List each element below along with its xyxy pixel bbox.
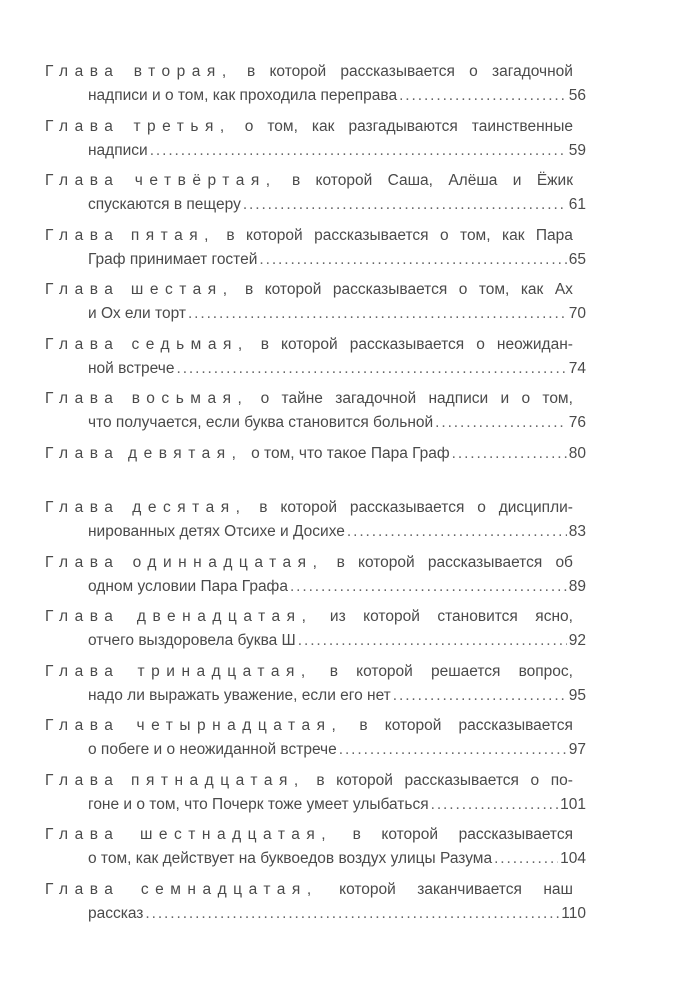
dot-leader — [290, 575, 567, 599]
toc-entry — [45, 769, 586, 824]
chapter-title-word: в — [246, 63, 256, 80]
dot-leader — [298, 629, 567, 653]
toc-entry-line — [45, 442, 586, 466]
chapter-ordinal: двенадцатая, — [136, 608, 313, 625]
dot-leader — [243, 193, 567, 217]
chapter-title-word: как — [520, 281, 544, 298]
toc-entry — [45, 115, 586, 170]
chapter-title-line-2: гоне и о том, что Почерк тоже умеет улыбаться — [88, 795, 429, 813]
chapter-ordinal: семнадцатая, — [140, 880, 318, 898]
chapter-title-word: как — [311, 117, 335, 135]
toc-entry-line-2 — [88, 193, 586, 217]
chapter-title-word: Алёша — [448, 172, 498, 189]
toc-entry-line-2 — [88, 84, 586, 108]
chapter-title-word: которой — [280, 499, 338, 516]
toc-entry-line-2 — [88, 793, 586, 817]
chapter-title-word: о — [469, 63, 478, 80]
page-number: 65 — [568, 250, 586, 268]
toc-entry-line-1 — [45, 333, 573, 357]
chapter-ordinal: четырнадцатая, — [136, 717, 343, 734]
toc-entry-line-2 — [88, 575, 586, 599]
chapter-ordinal: шестая, — [130, 281, 234, 298]
toc-entry-line-1 — [45, 169, 573, 193]
chapter-label: Глава — [45, 826, 120, 843]
toc-entry-line-2 — [88, 411, 586, 435]
chapter-ordinal: вторая, — [133, 63, 233, 80]
chapter-label: Глава — [45, 226, 120, 244]
toc-entry — [45, 714, 586, 769]
chapter-label: Глава — [45, 335, 120, 353]
toc-entry-line-1 — [45, 551, 573, 575]
chapter-title-word: в — [259, 499, 268, 516]
chapter-title-line-2: отчего выздоровела буква Ш — [88, 632, 296, 649]
chapter-title-line-2: надписи и о том, как проходила переправа — [88, 87, 398, 104]
chapter-title-word: том, — [478, 281, 510, 298]
chapter-title-word: о — [439, 226, 449, 244]
toc-entry-line-1 — [45, 878, 573, 902]
chapter-label: Глава — [45, 662, 120, 680]
chapter-title-word: заканчивается — [417, 880, 522, 898]
toc-entry-line-1 — [45, 496, 573, 520]
chapter-ordinal: четвёртая, — [134, 172, 277, 189]
chapter-title-word: которой — [264, 281, 322, 298]
toc-entry-line-1 — [45, 823, 573, 847]
chapter-title-word: разгадываются — [348, 117, 458, 135]
toc-entry-line-2 — [88, 902, 586, 926]
chapter-title-word: о — [260, 390, 270, 407]
page-number: 70 — [568, 305, 586, 322]
chapter-ordinal: седьмая, — [131, 335, 249, 353]
page-number: 59 — [568, 141, 586, 159]
toc-entry — [45, 551, 586, 606]
chapter-title-word: которой — [336, 771, 393, 789]
chapter-title-word: и — [512, 172, 522, 189]
chapter-title-word: ясно, — [535, 608, 573, 625]
dot-leader — [188, 302, 567, 326]
table-of-contents — [45, 60, 586, 932]
chapter-title-word: том, — [542, 390, 573, 407]
chapter-title-word: о — [244, 117, 254, 135]
chapter-ordinal: одиннадцатая, — [132, 553, 324, 571]
chapter-label: Глава — [45, 499, 120, 516]
chapter-title-word: которой — [281, 335, 338, 353]
toc-entry — [45, 387, 586, 442]
dot-leader — [452, 442, 567, 466]
chapter-title-line-2: рассказ — [88, 904, 144, 922]
chapter-title-word: которой — [315, 172, 373, 189]
page-number: 101 — [560, 795, 586, 813]
chapter-title-word: Ах — [554, 281, 573, 298]
chapter-title-word: Саша, — [387, 172, 433, 189]
chapter-title-word: загадочной — [335, 390, 417, 407]
chapter-title-word: тайне — [281, 390, 323, 407]
toc-entry — [45, 496, 586, 551]
chapter-label: Глава — [45, 444, 120, 462]
chapter-title-word: в — [244, 281, 254, 298]
chapter-ordinal: пятнадцатая, — [131, 771, 305, 789]
chapter-label: Глава — [45, 880, 120, 898]
chapter-title-word: в — [359, 717, 368, 734]
toc-entry-line-2 — [88, 248, 586, 272]
chapter-title-line-2: Граф принимает гостей — [88, 250, 258, 268]
chapter-title-line-2: и Ох ели торт — [88, 305, 186, 322]
page-number: 92 — [568, 632, 586, 649]
toc-entry — [45, 878, 586, 933]
page-number: 104 — [560, 850, 586, 867]
toc-entry-line-2 — [88, 738, 586, 762]
chapter-title-word: о — [477, 499, 486, 516]
chapter-title-word: по- — [550, 771, 573, 789]
chapter-title-word: в — [316, 771, 325, 789]
chapter-title-word: неожидан- — [496, 335, 573, 353]
page-number: 61 — [568, 196, 586, 213]
chapter-title-word: которой — [339, 880, 396, 898]
chapter-title-word: в — [336, 553, 345, 571]
toc-entry — [45, 442, 586, 497]
toc-entry — [45, 169, 586, 224]
dot-leader — [145, 902, 559, 926]
chapter-title-word: надписи — [428, 390, 489, 407]
chapter-title-word: решается — [430, 662, 501, 680]
toc-entry-line-2 — [88, 520, 586, 544]
chapter-ordinal: тринадцатая, — [137, 662, 312, 680]
chapter-ordinal: десятая, — [132, 499, 247, 516]
chapter-title-word: которой — [269, 63, 327, 80]
chapter-ordinal: пятая, — [130, 226, 215, 244]
chapter-ordinal: восьмая, — [131, 390, 249, 407]
chapter-title-word: вопрос, — [518, 662, 573, 680]
toc-entry — [45, 660, 586, 715]
toc-entry-line-1 — [45, 769, 573, 793]
toc-entry-line-1 — [45, 660, 573, 684]
dot-leader — [393, 684, 567, 708]
chapter-title-word: Пара — [535, 226, 573, 244]
chapter-title-word: рассказывается — [404, 771, 519, 789]
chapter-title-line-2: что получается, если буква становится больной — [88, 414, 434, 431]
chapter-title-line-2: одном условии Пара Графа — [88, 577, 288, 595]
chapter-title-word: рассказывается — [314, 226, 429, 244]
chapter-title-word: об — [555, 553, 573, 571]
chapter-title-word: рассказывается — [427, 553, 543, 571]
toc-entry-line-1 — [45, 224, 573, 248]
chapter-title-word: которой — [363, 608, 420, 625]
chapter-title-line-2: ной встрече — [88, 359, 175, 377]
chapter-title-word: том, — [267, 117, 298, 135]
dot-leader — [150, 139, 567, 163]
page-number: 56 — [568, 87, 586, 104]
chapter-label: Глава — [45, 608, 120, 625]
chapter-ordinal: третья, — [133, 117, 231, 135]
toc-entry — [45, 60, 586, 115]
chapter-title-word: в — [260, 335, 269, 353]
toc-entry-line-1 — [45, 278, 573, 302]
chapter-title-word: о — [521, 390, 531, 407]
chapter-title-word: дисципли- — [498, 499, 573, 516]
chapter-title-word: рассказывается — [458, 717, 573, 734]
page-number: 89 — [568, 577, 586, 595]
dot-leader — [339, 738, 567, 762]
dot-leader — [347, 520, 567, 544]
chapter-title-line-2: спускаются в пещеру — [88, 196, 241, 213]
toc-entry-line-2 — [88, 139, 586, 163]
chapter-title-word: том, — [460, 226, 491, 244]
chapter-ordinal: шестнадцатая, — [139, 826, 333, 843]
chapter-title-word: о — [476, 335, 485, 353]
chapter-title-word: в — [352, 826, 361, 843]
toc-entry-line-2 — [88, 357, 586, 381]
chapter-label: Глава — [45, 717, 120, 734]
chapter-title-word: которой — [381, 826, 439, 843]
toc-entry-line-1 — [45, 387, 573, 411]
chapter-label: Глава — [45, 172, 120, 189]
toc-entry — [45, 605, 586, 660]
dot-leader — [494, 847, 558, 871]
page-number: 80 — [568, 444, 586, 462]
toc-entry-line-2 — [88, 684, 586, 708]
chapter-title-word: таинственные — [471, 117, 573, 135]
page-number: 95 — [568, 686, 586, 704]
chapter-title-word: о — [530, 771, 540, 789]
chapter-title-line-2: надписи — [88, 141, 148, 159]
chapter-title-word: которой — [384, 717, 442, 734]
chapter-label: Глава — [45, 553, 120, 571]
chapter-ordinal: девятая, — [128, 444, 243, 462]
chapter-title-word: в — [226, 226, 235, 244]
chapter-title-word: рассказывается — [349, 499, 465, 516]
chapter-title-word: в — [329, 662, 339, 680]
toc-entry-line-2 — [88, 847, 586, 871]
toc-entry-line-1 — [45, 605, 573, 629]
chapter-title: о том, что такое Пара Граф — [251, 444, 450, 462]
chapter-title-word: которой — [356, 662, 413, 680]
dot-leader — [431, 793, 559, 817]
toc-entry — [45, 278, 586, 333]
page-number: 110 — [561, 904, 586, 922]
toc-entry — [45, 333, 586, 388]
chapter-label: Глава — [45, 63, 120, 80]
chapter-title-line-2: о том, как действует на буквоедов воздух улицы Разума — [88, 850, 493, 867]
chapter-title-word: о — [458, 281, 468, 298]
chapter-title-word: в — [291, 172, 301, 189]
dot-leader — [259, 248, 566, 272]
chapter-title-word: как — [501, 226, 525, 244]
chapter-title-word: и — [500, 390, 510, 407]
chapter-title-line-2: нированных детях Отсихе и Досихе — [88, 523, 345, 540]
toc-entry-line-1 — [45, 115, 573, 139]
dot-leader — [435, 411, 567, 435]
dot-leader — [176, 357, 566, 381]
chapter-label: Глава — [45, 771, 120, 789]
chapter-title-word: рассказывается — [332, 281, 448, 298]
chapter-title-line-2: надо ли выражать уважение, если его нет — [88, 686, 391, 704]
page-number: 83 — [568, 523, 586, 540]
chapter-title-word: из — [329, 608, 346, 625]
toc-entry-line-1 — [45, 714, 573, 738]
chapter-title-word: наш — [543, 880, 573, 898]
toc-entry-line-2 — [88, 302, 586, 326]
chapter-label: Глава — [45, 390, 120, 407]
chapter-title-word: рассказывается — [458, 826, 573, 843]
chapter-title-word: которой — [246, 226, 303, 244]
chapter-label: Глава — [45, 281, 120, 298]
chapter-title-word: рассказывается — [340, 63, 455, 80]
page-number: 97 — [568, 741, 586, 758]
toc-entry-line-2 — [88, 629, 586, 653]
chapter-title-word: которой — [357, 553, 415, 571]
chapter-title-word: рассказывается — [349, 335, 465, 353]
toc-entry — [45, 224, 586, 279]
dot-leader — [399, 84, 567, 108]
chapter-label: Глава — [45, 117, 120, 135]
toc-entry-line-1 — [45, 60, 573, 84]
chapter-title-word: Ёжик — [536, 172, 573, 189]
page-number: 74 — [568, 359, 586, 377]
page-number: 76 — [568, 414, 586, 431]
chapter-title-word: загадочной — [492, 63, 573, 80]
chapter-title-word: становится — [437, 608, 518, 625]
toc-entry — [45, 823, 586, 878]
chapter-title-line-2: о побеге и о неожиданной встрече — [88, 741, 337, 758]
